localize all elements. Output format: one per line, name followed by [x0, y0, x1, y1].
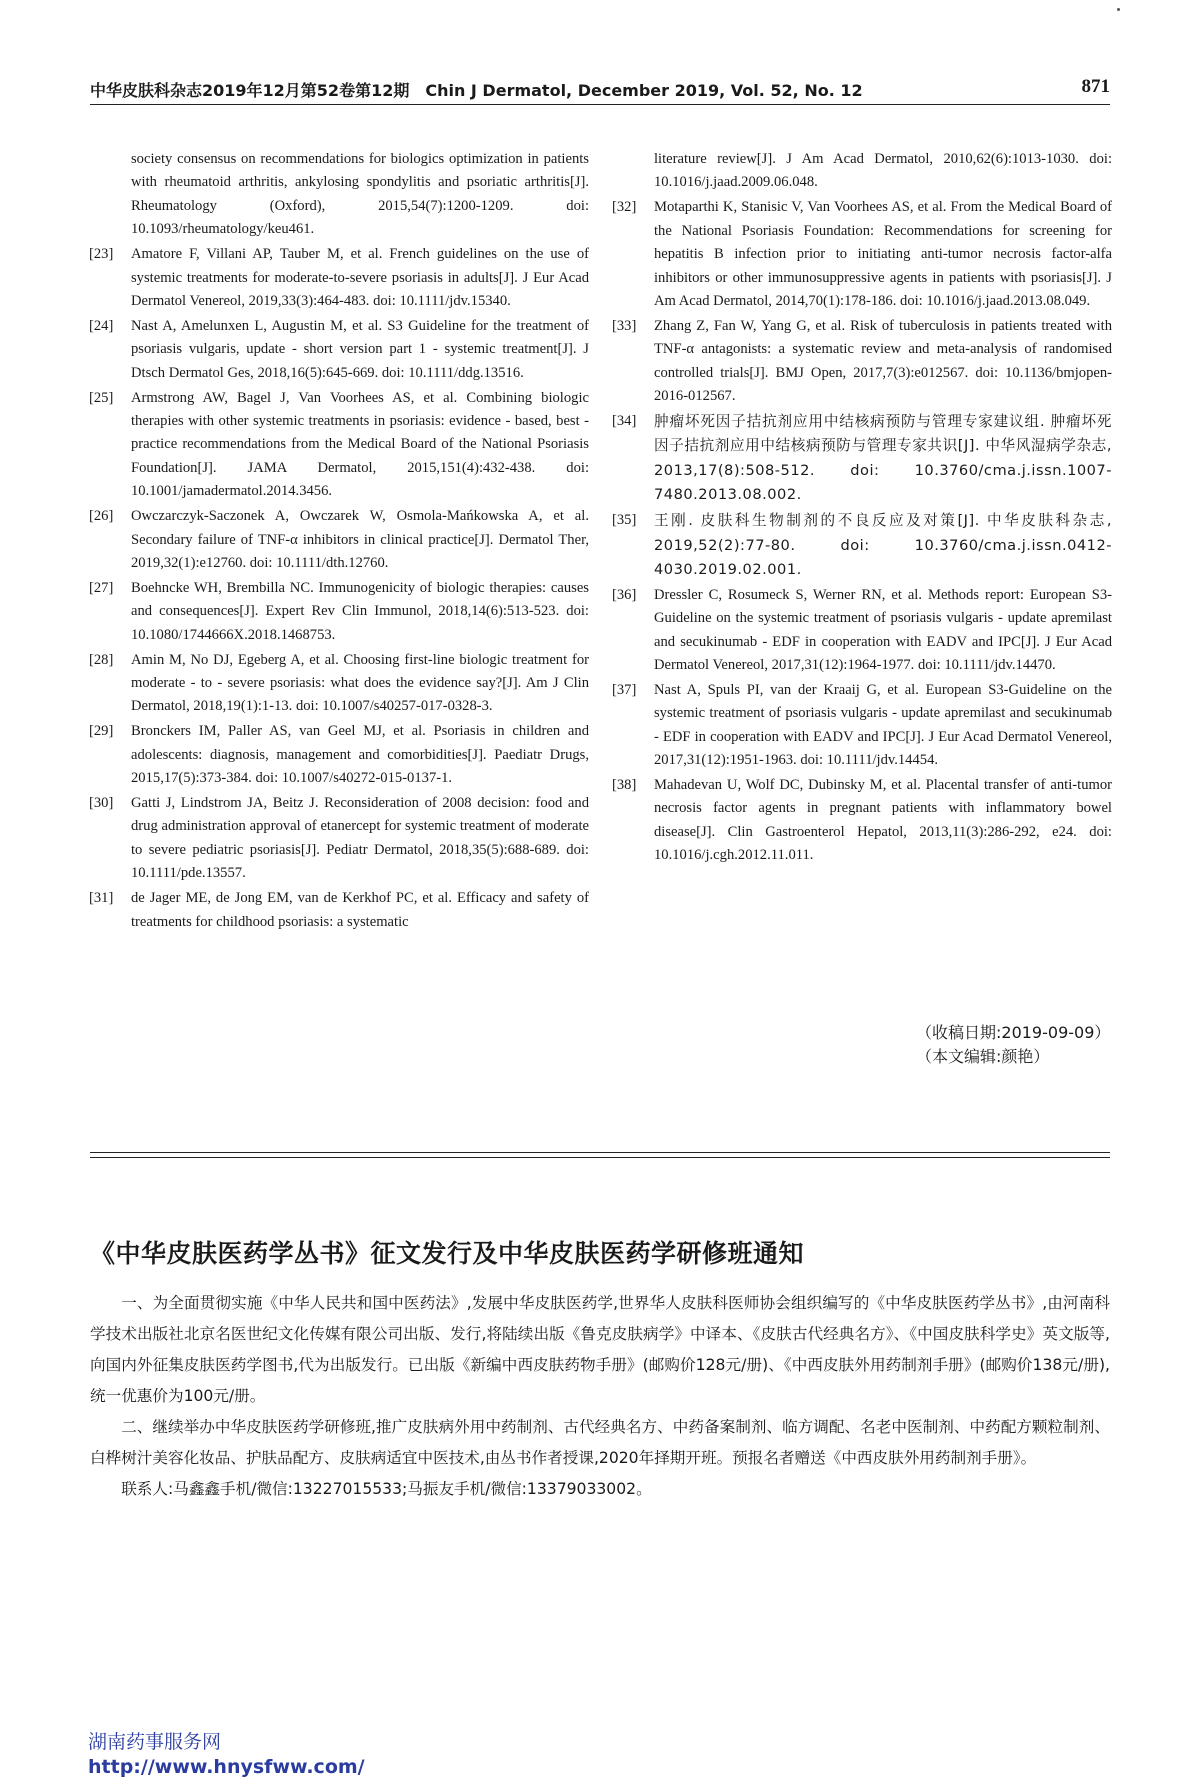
section-divider-bottom	[90, 1157, 1110, 1158]
notice-paragraph: 二、继续举办中华皮肤医药学研修班,推广皮肤病外用中药制剂、古代经典名方、中药备案制剂、临方调配、名老中医制剂、中药配方颗粒制剂、白桦树汁美容化妆品、护肤品配方、皮肤病适宜中医技术,由丛书作者授课,2020年择期开班。预报名者赠送《中西皮肤外用药制剂手册》。	[90, 1418, 1110, 1467]
reference-item: [38] Mahadevan U, Wolf DC, Dubinsky M, et al. Placental transfer of anti-tumor necrosis factor agents in pregnant patients with inflammatory bowel disease[J]. Clin Gastroenterol Hepatol, 2013,11(3):286-292, e24. doi: 10.1016/j.cgh.2012.11.011.	[612, 777, 1112, 864]
journal-citation: 中华皮肤科杂志2019年12月第52卷第12期 Chin J Dermatol, December 2019, Vol. 52, No. 12	[90, 81, 863, 100]
reference-item: [34] 肿瘤坏死因子拮抗剂应用中结核病预防与管理专家建议组. 肿瘤坏死因子拮抗剂应用中结核病预防与管理专家共识[J]. 中华风湿病学杂志, 2013,17(8):508-512. doi: 10.3760/cma.j.issn.1007-7480.2013.08.002.	[612, 412, 1112, 504]
editor-credit: （本文编辑:颜艳）	[916, 1047, 1050, 1066]
reference-item: [37] Nast A, Spuls PI, van der Kraaij G, et al. European S3-Guideline on the systemic treatment of psoriasis vulgaris - update apremilast and secukinumab - EDF in cooperation with EADV and IPC[J]. J Eur Acad Dermatol Venereol, 2017,31(12):1951-1963. doi: 10.1111/jdv.14454.	[612, 681, 1112, 769]
reference-item: society consensus on recommendations for biologics optimization in patients with rheumatoid arthritis, ankylosing spondylitis and psoriatic arthritis[J]. Rheumatology (Oxford), 2015,54(7):1200-1209. doi: 10.1093/rheumatology/keu461.	[131, 151, 589, 238]
reference-item: [26] Owczarczyk-Saczonek A, Owczarek W, Osmola-Mańkowska A, et al. Secondary failure of TNF-α inhibitors in clinical practice[J]. Dermatol Ther, 2019,32(1):e12760. doi: 10.1111/dth.12760.	[89, 508, 589, 571]
reference-item: [24] Nast A, Amelunxen L, Augustin M, et al. S3 Guideline for the treatment of psoriasis vulgaris, update - short version part 1 - systemic treatment[J]. J Dtsch Dermatol Ges, 2018,16(5):645-669. doi: 10.1111/ddg.13516.	[89, 317, 589, 381]
notice-paragraph: 一、为全面贯彻实施《中华人民共和国中医药法》,发展中华皮肤医药学,世界华人皮肤科医师协会组织编写的《中华皮肤医药学丛书》,由河南科学技术出版社北京名医世纪文化传媒有限公司出版、发行,将陆续出版《鲁克皮肤病学》中译本、《皮肤古代经典名方》、《中国皮肤科学史》英文版等,向国内外征集皮肤医药学图书,代为出版发行。已出版《新编中西皮肤药物手册》(邮购价128元/册)、《中西皮肤外用药制剂手册》(邮购价138元/册),统一优惠价为100元/册。	[90, 1294, 1110, 1405]
reference-item: [27] Boehncke WH, Brembilla NC. Immunogenicity of biologic therapies: causes and consequences[J]. Expert Rev Clin Immunol, 2018,14(6):513-523. doi: 10.1080/1744666X.2018.1468753.	[89, 579, 589, 643]
reference-item: [36] Dressler C, Rosumeck S, Werner RN, et al. Methods report: European S3-Guideline on the systemic treatment of psoriasis vulgaris - update apremilast and secukinumab - EDF in cooperation with EADV and IPC[J]. J Eur Acad Dermatol Venereol, 2017,31(12):1964-1977. doi: 10.1111/jdv.14470.	[612, 586, 1112, 674]
reference-item: [29] Bronckers IM, Paller AS, van Geel MJ, et al. Psoriasis in children and adolescents: diagnosis, management and comorbidities[J]. Paediatr Drugs, 2015,17(5):373-384. doi: 10.1007/s40272-015-0137-1.	[89, 723, 589, 787]
page-number: 871	[1081, 76, 1110, 97]
site-watermark	[88, 1730, 365, 1780]
watermark-name: 湖南药事服务网	[88, 1731, 222, 1753]
section-divider-top	[90, 1152, 1110, 1153]
running-header	[90, 78, 1110, 105]
notice-body	[90, 1288, 1110, 1505]
scan-speck	[1117, 8, 1120, 11]
reference-item: [25] Armstrong AW, Bagel J, Van Voorhees AS, et al. Combining biologic therapies with other systemic treatments in psoriasis: evidence - based, best - practice recommendations from the Medical Board of the National Psoriasis Foundation[J]. JAMA Dermatol, 2015,151(4):432-438. doi: 10.1001/jamadermatol.2014.3456.	[89, 389, 589, 500]
received-info	[916, 1021, 1110, 1069]
notice-title: 《中华皮肤医药学丛书》征文发行及中华皮肤医药学研修班通知	[90, 1239, 805, 1268]
reference-item: [31] de Jager ME, de Jong EM, van de Kerkhof PC, et al. Efficacy and safety of treatments for childhood psoriasis: a systematic	[89, 890, 589, 930]
watermark-url[interactable]: http://www.hnysfww.com/	[88, 1756, 365, 1778]
references-right-column	[612, 148, 1112, 869]
references-left-column	[89, 148, 589, 935]
notice-contact: 联系人:马鑫鑫手机/微信:13227015533;马振友手机/微信:13379033002。	[121, 1480, 652, 1498]
reference-item: [33] Zhang Z, Fan W, Yang G, et al. Risk of tuberculosis in patients treated with TNF-α antagonists: a systematic review and meta-analysis of randomised controlled trials[J]. BMJ Open, 2017,7(3):e012567. doi: 10.1136/bmjopen-2016-012567.	[612, 317, 1112, 405]
reference-item: [30] Gatti J, Lindstrom JA, Beitz J. Reconsideration of 2008 decision: food and drug administration approval of etanercept for systemic treatment of moderate to severe pediatric psoriasis[J]. Pediatr Dermatol, 2018,35(5):688-689. doi: 10.1111/pde.13557.	[89, 794, 589, 882]
received-date: （收稿日期:2019-09-09）	[916, 1023, 1111, 1042]
reference-item: [35] 王刚. 皮肤科生物制剂的不良反应及对策[J]. 中华皮肤科杂志, 2019,52(2):77-80. doi: 10.3760/cma.j.issn.0412-4030.2019.02.001.	[612, 512, 1112, 578]
reference-item: [32] Motaparthi K, Stanisic V, Van Voorhees AS, et al. From the Medical Board of the National Psoriasis Foundation: Recommendations for screening for hepatitis B infection prior to initiating anti-tumor necrosis factor-alfa inhibitors or other immunosuppressive agents in patients with psoriasis[J]. J Am Acad Dermatol, 2014,70(1):178-186. doi: 10.1016/j.jaad.2013.08.049.	[612, 199, 1112, 309]
reference-item: literature review[J]. J Am Acad Dermatol, 2010,62(6):1013-1030. doi: 10.1016/j.jaad.2009.06.048.	[654, 151, 1112, 191]
reference-item: [23] Amatore F, Villani AP, Tauber M, et al. French guidelines on the use of systemic treatments for moderate-to-severe psoriasis in adults[J]. J Eur Acad Dermatol Venereol, 2019,33(3):464-483. doi: 10.1111/jdv.15340.	[89, 246, 589, 309]
reference-item: [28] Amin M, No DJ, Egeberg A, et al. Choosing first-line biologic treatment for moderate - to - severe psoriasis: what does the evidence say?[J]. Am J Clin Dermatol, 2018,19(1):1-13. doi: 10.1007/s40257-017-0328-3.	[89, 651, 589, 715]
